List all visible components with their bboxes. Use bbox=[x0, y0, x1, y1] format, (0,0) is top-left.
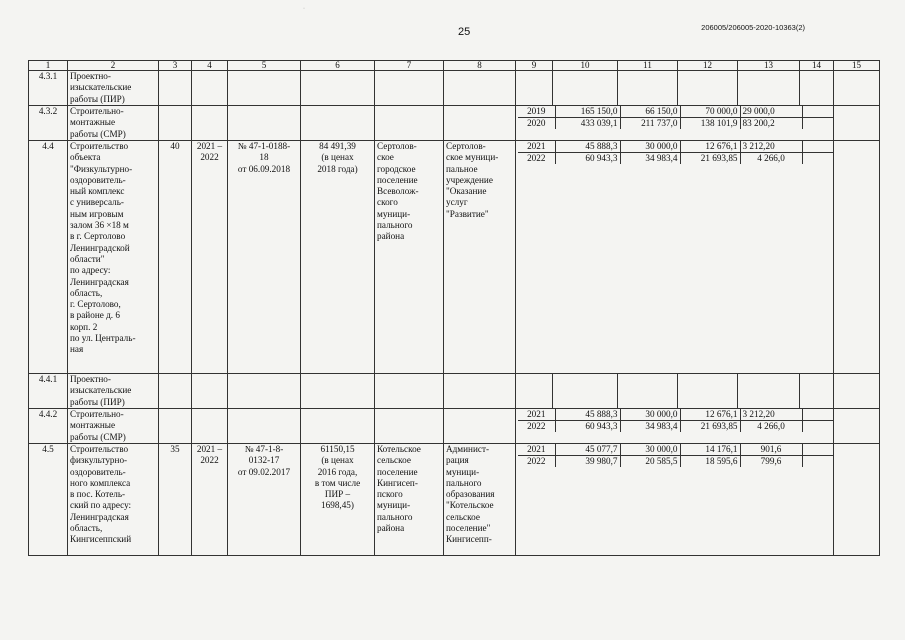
amount-local: 4 266,0 bbox=[740, 421, 802, 433]
col-num: 13 bbox=[738, 61, 800, 71]
row-number: 4.3.2 bbox=[29, 106, 68, 141]
amount-federal: 211 737,0 bbox=[620, 118, 680, 130]
amount-local: 83 200,2 bbox=[740, 118, 802, 130]
amount-total: 60 943,3 bbox=[555, 153, 620, 165]
amount-federal: 34 983,4 bbox=[620, 421, 680, 433]
amount-federal: 20 585,5 bbox=[620, 456, 680, 468]
year: 2020 bbox=[518, 118, 555, 130]
amount-total: 39 980,7 bbox=[555, 456, 620, 468]
amount-total: 45 888,3 bbox=[555, 141, 620, 153]
municipality: Котельское сельское поселение Кингисеп- пского муници- пального района bbox=[375, 444, 444, 556]
year: 2022 bbox=[518, 421, 555, 433]
amount-federal: 34 983,4 bbox=[620, 153, 680, 165]
col-num: 8 bbox=[444, 61, 516, 71]
year: 2021 bbox=[518, 444, 555, 456]
page-number: 25 bbox=[458, 26, 471, 38]
col-num: 7 bbox=[375, 61, 444, 71]
row-number: 4.5 bbox=[29, 444, 68, 556]
row-number: 4.4 bbox=[29, 141, 68, 374]
yearly-funding bbox=[516, 106, 834, 141]
expertise-conclusion: № 47-1-0188- 18 от 06.09.2018 bbox=[228, 141, 301, 374]
municipality: Сертолов- ское городское поселение Всеволож- ского муници- пального района bbox=[375, 141, 444, 374]
col-num: 3 bbox=[159, 61, 192, 71]
document-number: 206005/206005-2020-10363(2) bbox=[701, 23, 805, 32]
year: 2022 bbox=[518, 153, 555, 165]
estimated-cost: 61150,15 (в ценах 2016 года, в том числе ПИР – 1698,45) bbox=[301, 444, 375, 556]
amount-federal: 66 150,0 bbox=[620, 106, 680, 118]
col-num: 1 bbox=[29, 61, 68, 71]
amount-total: 165 150,0 bbox=[555, 106, 620, 118]
table-row bbox=[29, 71, 880, 106]
amount-regional: 21 693,85 bbox=[680, 153, 740, 165]
capacity: 40 bbox=[159, 141, 192, 374]
amount-local: 4 266,0 bbox=[740, 153, 802, 165]
yearly-funding bbox=[516, 444, 834, 556]
row-name: Строительно- монтажные работы (СМР) bbox=[68, 409, 159, 444]
capacity: 35 bbox=[159, 444, 192, 556]
amount-regional: 12 676,1 bbox=[680, 409, 740, 421]
column-number-row bbox=[29, 61, 880, 71]
year: 2021 bbox=[518, 141, 555, 153]
table-row bbox=[29, 374, 880, 409]
amount-federal: 30 000,0 bbox=[620, 444, 680, 456]
amount-total: 45 888,3 bbox=[555, 409, 620, 421]
row-number: 4.4.2 bbox=[29, 409, 68, 444]
amount-local: 3 212,20 bbox=[740, 141, 802, 153]
amount-local: 799,6 bbox=[740, 456, 802, 468]
row-name: Проектно- изыскательские работы (ПИР) bbox=[68, 71, 159, 106]
col-num: 2 bbox=[68, 61, 159, 71]
expertise-conclusion: № 47-1-8- 0132-17 от 09.02.2017 bbox=[228, 444, 301, 556]
amount-local: 901,6 bbox=[740, 444, 802, 456]
year: 2021 bbox=[518, 409, 555, 421]
table-row bbox=[29, 141, 880, 374]
amount-total: 60 943,3 bbox=[555, 421, 620, 433]
table-row bbox=[29, 106, 880, 141]
row-name: Строительно- монтажные работы (СМР) bbox=[68, 106, 159, 141]
col-num: 4 bbox=[192, 61, 228, 71]
period: 2021 – 2022 bbox=[192, 141, 228, 374]
customer: Сертолов- ское муници- пальное учреждение "Оказание услуг "Развитие" bbox=[444, 141, 516, 374]
row-number: 4.4.1 bbox=[29, 374, 68, 409]
amount-regional: 14 176,1 bbox=[680, 444, 740, 456]
amount-federal: 30 000,0 bbox=[620, 141, 680, 153]
amount-total: 433 039,1 bbox=[555, 118, 620, 130]
customer: Админист- рация муници- пального образования "Котельское сельское поселение" Кингисепп- bbox=[444, 444, 516, 556]
table-row bbox=[29, 409, 880, 444]
amount-regional: 70 000,0 bbox=[680, 106, 740, 118]
row-name: Проектно- изыскательские работы (ПИР) bbox=[68, 374, 159, 409]
yearly-funding bbox=[516, 409, 834, 444]
object-name: Строительство физкультурно- оздоровитель- ного комплекса в пос. Котель- ский по адресу: Ленинградская область, Кингисеппский bbox=[68, 444, 159, 556]
amount-local: 29 000,0 bbox=[740, 106, 802, 118]
object-name: Строительство объекта "Физкультурно- оздоровитель- ный комплекс с универсаль- ным игровым залом 36 ×18 м в г. Сертолово Ленинградской области" по адресу: Ленинградская область, г. Сертолово, в районе д. 6 корп. 2 по ул. Централь- ная bbox=[68, 141, 159, 374]
col-num: 9 bbox=[516, 61, 553, 71]
amount-regional: 21 693,85 bbox=[680, 421, 740, 433]
amount-federal: 30 000,0 bbox=[620, 409, 680, 421]
col-num: 6 bbox=[301, 61, 375, 71]
amount-total: 45 077,7 bbox=[555, 444, 620, 456]
yearly-funding bbox=[516, 141, 834, 374]
amount-regional: 138 101,9 bbox=[680, 118, 740, 130]
col-num: 5 bbox=[228, 61, 301, 71]
year: 2019 bbox=[518, 106, 555, 118]
amount-regional: 18 595,6 bbox=[680, 456, 740, 468]
year: 2022 bbox=[518, 456, 555, 468]
col-num: 15 bbox=[834, 61, 880, 71]
estimated-cost: 84 491,39 (в ценах 2018 года) bbox=[301, 141, 375, 374]
col-num: 10 bbox=[553, 61, 618, 71]
col-num: 11 bbox=[618, 61, 678, 71]
table-row bbox=[29, 444, 880, 556]
program-table bbox=[28, 60, 880, 556]
amount-regional: 12 676,1 bbox=[680, 141, 740, 153]
row-number: 4.3.1 bbox=[29, 71, 68, 106]
period: 2021 – 2022 bbox=[192, 444, 228, 556]
col-num: 12 bbox=[678, 61, 738, 71]
scan-speck: · bbox=[303, 6, 305, 12]
col-num: 14 bbox=[800, 61, 834, 71]
amount-local: 3 212,20 bbox=[740, 409, 802, 421]
